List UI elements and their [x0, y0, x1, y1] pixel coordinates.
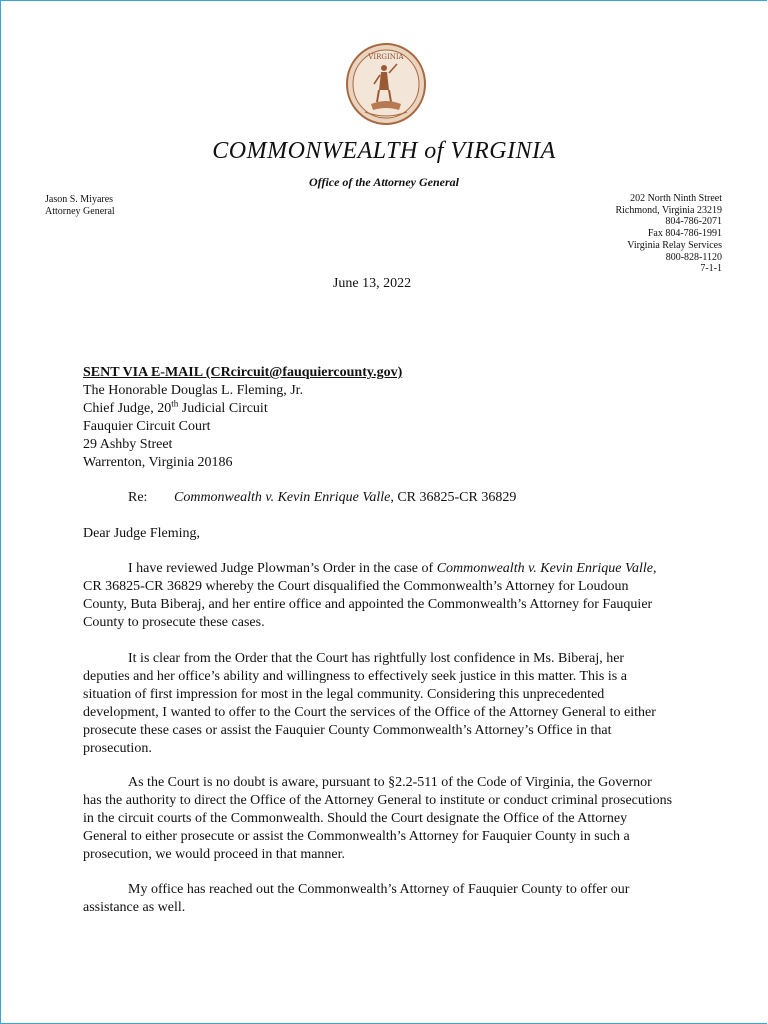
contact-relay: Virginia Relay Services: [627, 239, 722, 251]
office-name: Office of the Attorney General: [309, 175, 459, 189]
addressee-name: The Honorable Douglas L. Fleming, Jr.: [83, 383, 304, 398]
contact-phone: 804-786-2071: [665, 216, 722, 228]
contact-city: Richmond, Virginia 23219: [615, 204, 722, 216]
letter-date: June 13, 2022: [332, 276, 412, 291]
addressee-court: Fauquier Circuit Court: [83, 419, 211, 434]
attorney-general-block: [45, 194, 115, 218]
p1-case-name: Commonwealth v. Kevin Enrique Valle: [436, 561, 654, 576]
addressee-title: [83, 400, 673, 418]
title-of: of: [424, 138, 444, 164]
ag-title: Attorney General: [45, 206, 115, 217]
title-virginia: VIRGINIA: [450, 138, 556, 164]
addressee-title-post: Judicial Circuit: [178, 401, 268, 416]
title-commonwealth: COMMONWEALTH: [212, 138, 418, 164]
re-case-number: , CR 36825-CR 36829: [390, 490, 517, 505]
addressee-city: Warrenton, Virginia 20186: [83, 455, 233, 470]
paragraph-2: It is clear from the Order that the Court has rightfully lost confidence in Ms. Biberaj, her deputies and her office’s ability and willingness to effectively seek justice in this matter. This is a situation of first impression for most in the legal community. Considering this unprecedented development, I wanted to offer to the Court the services of the Office of the Attorney General to either prosecute these cases or assist the Fauquier County Commonwealth’s Attorney’s Office in that prosecution.: [83, 651, 656, 756]
contact-street: 202 North Ninth Street: [630, 193, 722, 204]
p1-text-a: I have reviewed Judge Plowman’s Order in the case of: [128, 561, 437, 576]
address-block: [83, 364, 673, 472]
contact-block: [615, 193, 722, 275]
addressee-title-sup: th: [171, 398, 179, 409]
re-line: [83, 489, 673, 507]
svg-text:VIRGINIA: VIRGINIA: [368, 53, 404, 61]
sent-via-email: SENT VIA E-MAIL (CRcircuit@fauquiercounty.gov): [83, 365, 403, 380]
paragraph-4: My office has reached out the Commonwealth’s Attorney of Fauquier County to offer our assistance as well.: [83, 882, 630, 915]
letterhead-title: [0, 138, 768, 165]
ag-name: Jason S. Miyares: [45, 194, 114, 205]
salutation: Dear Judge Fleming,: [83, 526, 201, 541]
paragraph-3: As the Court is no doubt is aware, pursuant to §2.2-511 of the Code of Virginia, the Governor has the authority to direct the Office of the Attorney General to institute or conduct criminal prosecutions in the circuit courts of the Commonwealth. Should the Court designate the Office of the Attorney General to either prosecute or assist the Commonwealth’s Attorney for Fauquier County in such a prosecution, we would proceed in that manner.: [83, 775, 673, 862]
paragraph-1: [83, 560, 673, 632]
addressee-title-pre: Chief Judge, 20: [83, 401, 172, 416]
contact-relay-short: 7-1-1: [700, 263, 722, 275]
re-case-name: Commonwealth v. Kevin Enrique Valle: [174, 490, 391, 505]
contact-fax: Fax 804-786-1991: [647, 228, 722, 240]
contact-relay-phone: 800-828-1120: [665, 251, 722, 263]
re-label: Re:: [128, 490, 148, 505]
p1-text-b: , CR 36825-CR 36829 whereby the Court disqualified the Commonwealth’s Attorney for Loudoun County, Buta Biberaj, and her entire office and appointed the Commonwealth’s Attorney for Fauquier County to prosecute these cases.: [83, 561, 657, 630]
addressee-street: 29 Ashby Street: [83, 437, 173, 452]
virginia-seal-icon: [345, 42, 427, 126]
